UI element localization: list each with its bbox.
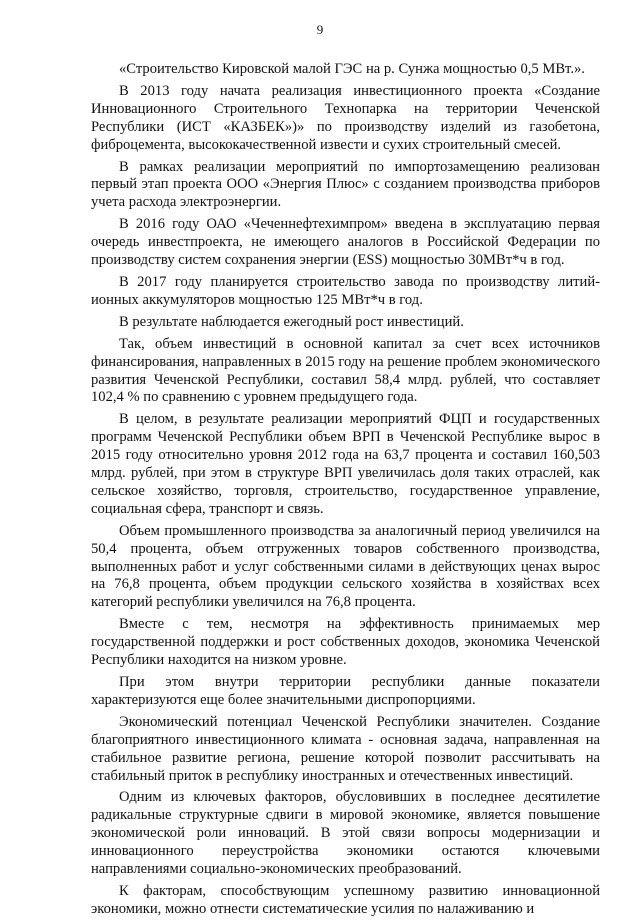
paragraph: В целом, в результате реализации мероприятий ФЦП и государственных программ Чеченской Республики объем ВРП в Чеченской Республике вырос в 2015 году относительно уровня 2012 года на 63,7 процента и составил 160,503 млрд. рублей, при этом в структуре ВРП увеличилась доля таких отраслей, как сельское хозяйство, торговля, строительство, государственное управление, социальная сфера, транспорт и связь. [91,411,600,517]
paragraph: В 2013 году начата реализация инвестиционного проекта «Создание Инновационного Строительного Технопарка на территории Чеченской Республики (ИСТ «КАЗБЕК»)» по производству изделий из газобетона, фиброцемента, высококачественной извести и сухих строительный смесей. [91,82,600,153]
paragraph: В рамках реализации мероприятий по импортозамещению реализован первый этап проекта ООО «Энергия Плюс» с созданием производства приборов учета расхода электроэнергии. [91,158,600,211]
paragraph: Одним из ключевых факторов, обусловивших в последнее десятилетие радикальные структурные сдвиги в мировой экономике, является повышение экономической роли инноваций. В этой связи вопросы модернизации и инновационного переустройства экономики остаются ключевыми направлениями социально-экономических преобразований. [91,789,600,878]
paragraph: Экономический потенциал Чеченской Республики значителен. Создание благоприятного инвестиционного климата - основная задача, направленная на стабильное развитие региона, решение которой позволит рассчитывать на стабильный приток в республику иностранных и отечественных инвестиций. [91,713,600,784]
page-number: 9 [316,22,324,37]
paragraph: Объем промышленного производства за аналогичный период увеличился на 50,4 процента, объем отгруженных товаров собственного производства, выполненных работ и услуг собственными силами в действующих ценах вырос на 76,8 процента, объем продукции сельского хозяйства в хозяйствах всех категорий республики увеличился на 76,8 процента. [91,522,600,611]
paragraph: В результате наблюдается ежегодный рост инвестиций. [119,313,464,330]
paragraph: В 2017 году планируется строительство завода по производству литий-ионных аккумуляторов мощностью 125 МВт*ч в год. [91,273,600,308]
paragraph: При этом внутри территории республики данные показатели характеризуются еще более значительными диспропорциями. [91,674,600,708]
paragraph: В 2016 году ОАО «Чеченнефтехимпром» введена в эксплуатацию первая очередь инвестпроекта, не имеющего аналогов в Российской Федерации по производству систем сохранения энергии (ESS) мощностью 30МВт*ч в год. [91,216,600,269]
paragraph: Так, объем инвестиций в основной капитал за счет всех источников финансирования, направленных в 2015 году на решение проблем экономического развития Чеченской Республики, составил 58,4 млрд. рублей, что составляет 102,4 % по сравнению с уровнем предыдущего года. [91,335,600,406]
paragraph: К факторам, способствующим успешному развитию инновационной экономики, можно отнести систематические усилия по налаживанию и [91,882,600,917]
paragraph: Вместе с тем, несмотря на эффективность принимаемых мер государственной поддержки и рост собственных доходов, экономика Чеченской Республики находится на низком уровне. [91,616,600,669]
paragraph: «Строительство Кировской малой ГЭС на р. Сунжа мощностью 0,5 МВт.». [119,61,585,77]
document-body [91,61,600,923]
